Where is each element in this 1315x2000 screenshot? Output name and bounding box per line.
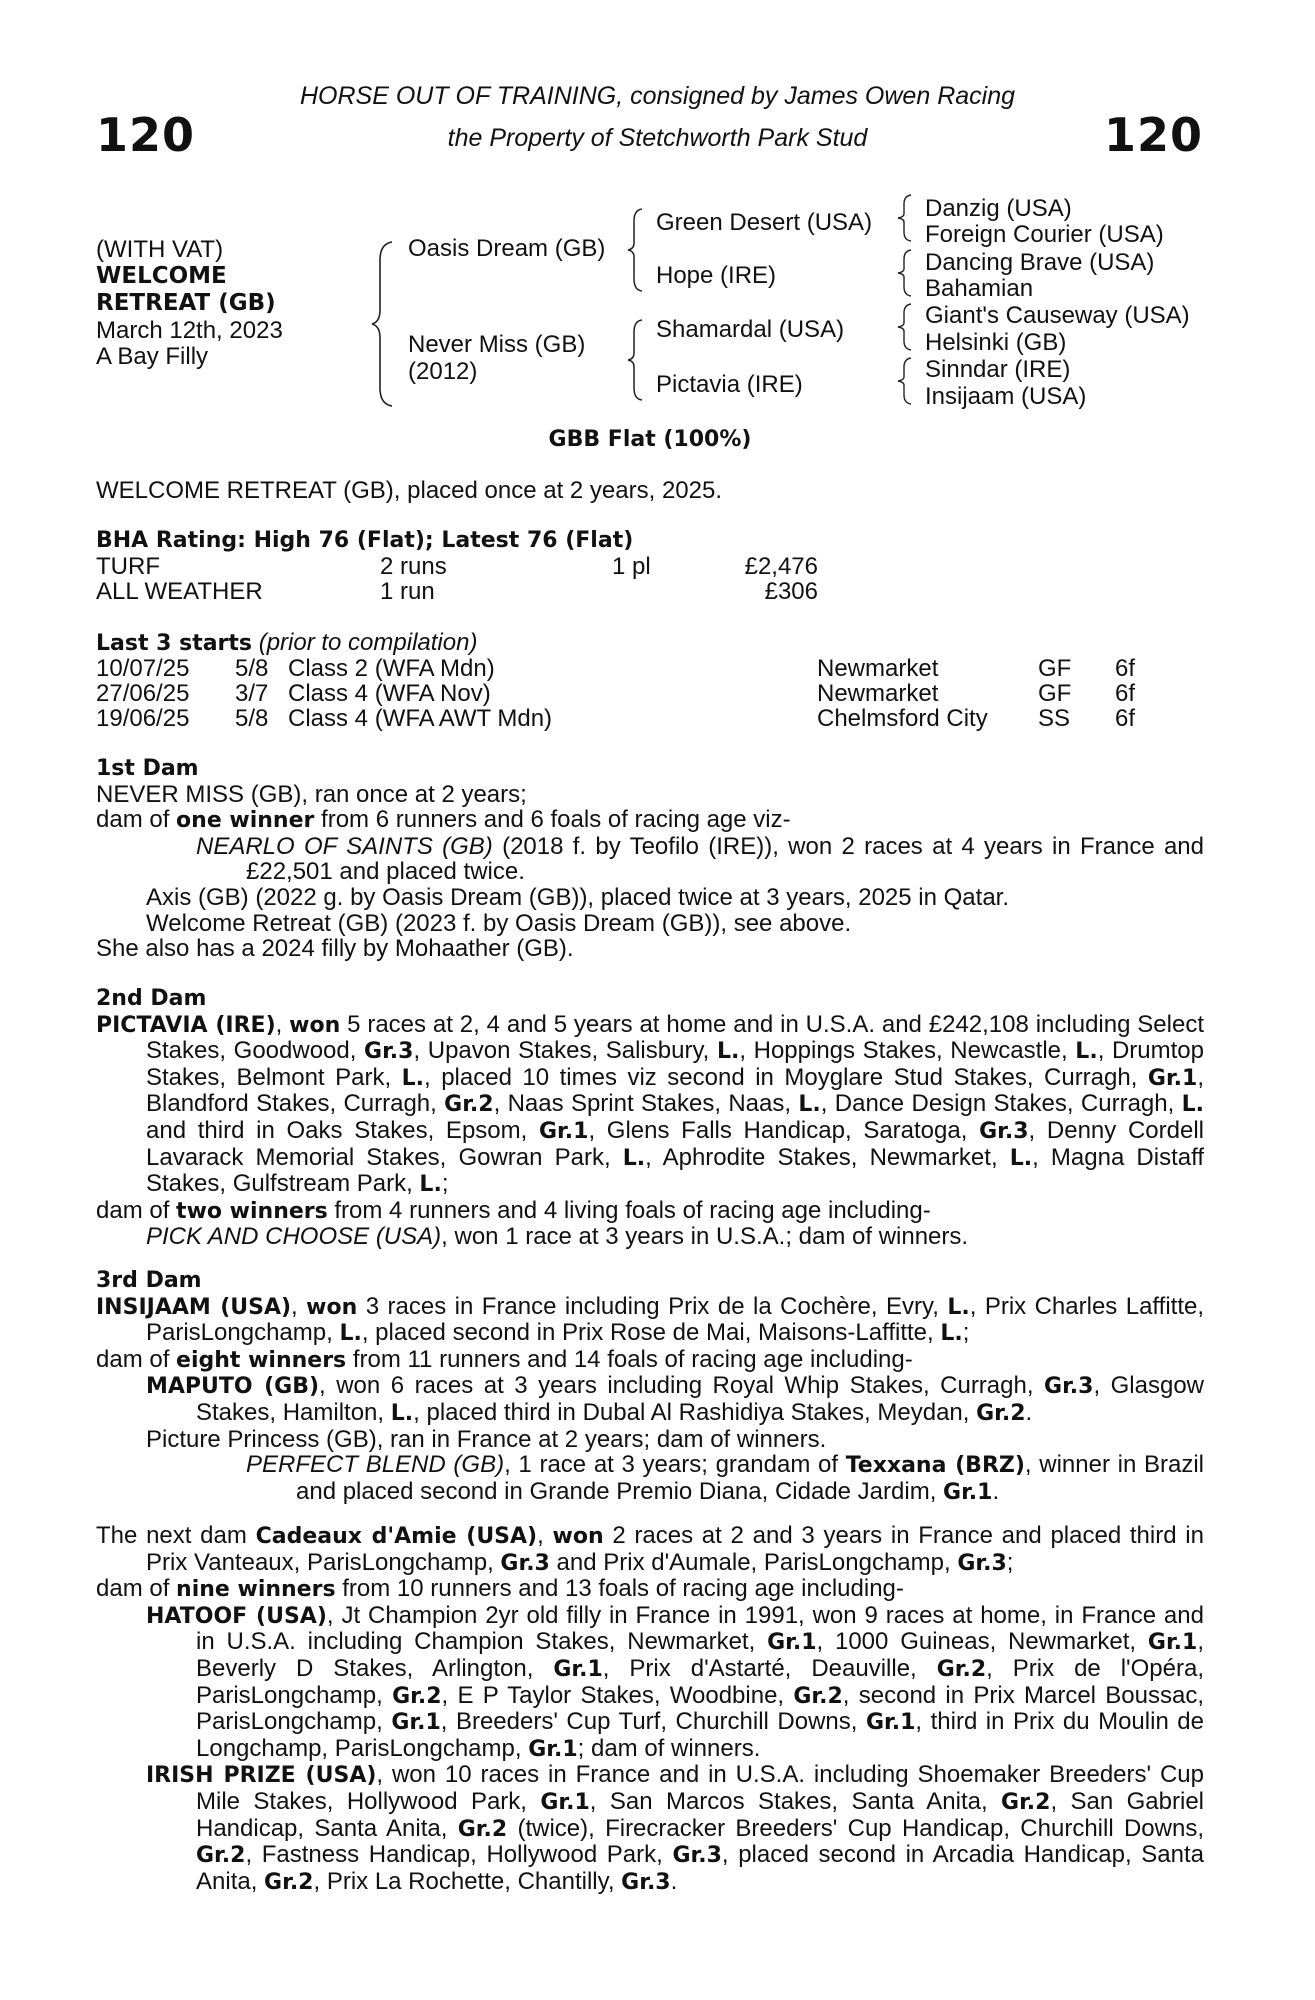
start-3-date: 19/06/25 xyxy=(96,705,190,732)
start-1-date: 10/07/25 xyxy=(96,655,190,682)
last3-note: (prior to compilation) xyxy=(258,629,478,656)
main-brace-icon xyxy=(370,240,400,408)
aw-earnings: £306 xyxy=(764,578,818,605)
gg-name-8: Insijaam (USA) xyxy=(925,383,1087,410)
gg-name-6: Helsinki (GB) xyxy=(925,329,1067,356)
gg-brace-2-icon xyxy=(896,249,916,297)
consignment-line: HORSE OUT OF TRAINING, consigned by James Owen Racing xyxy=(299,82,1016,110)
first-dam-line: NEVER MISS (GB), ran once at 2 years; xyxy=(96,780,527,808)
gg-brace-1-icon xyxy=(896,194,916,242)
gg-name-3: Dancing Brave (USA) xyxy=(925,249,1155,276)
gbb-status: GBB Flat (100%) xyxy=(548,427,752,452)
lot-number-right: 120 xyxy=(1103,108,1203,162)
first-dam-foal-note: She also has a 2024 filly by Mohaather (GB). xyxy=(96,935,574,963)
gg-name-4: Bahamian xyxy=(925,275,1034,302)
start-3-dist: 6f xyxy=(1115,705,1136,732)
race-summary: WELCOME RETREAT (GB), placed once at 2 years, 2025. xyxy=(96,477,723,504)
sire-brace-icon xyxy=(626,207,648,293)
start-3-going: SS xyxy=(1038,705,1071,732)
produce-picture-princess: Picture Princess (GB), ran in France at 2 years; dam of winners. xyxy=(146,1425,827,1453)
property-line: the Property of Stetchworth Park Stud xyxy=(447,124,868,152)
aw-label: ALL WEATHER xyxy=(96,578,263,605)
start-2-dist: 6f xyxy=(1115,680,1136,707)
gg-brace-3-icon xyxy=(896,303,916,351)
insijaam-record: INSIJAAM (USA), won 3 races in France including Prix de la Cochère, Evry, L., Prix Charles Laffitte, ParisLongchamp, L., placed second in Prix Rose de Mai, Maisons-Laffitte, L.; xyxy=(96,1292,1205,1347)
cadeaux-produce-line: dam of nine winners from 10 runners and 13 foals of racing age including- xyxy=(96,1575,904,1603)
dam-name: Never Miss (GB) xyxy=(408,331,586,358)
pictavia-record: PICTAVIA (IRE), won 5 races at 2, 4 and 5 years at home and in U.S.A. and £242,108 including Select Stakes, Goodwood, Gr.3, Upavon Stakes, Salisbury, L., Hoppings Stakes, Newcastle, L., Drumtop Stakes, Belmont Park, L., placed 10 times viz second in Moyglare Stud Stakes, Curragh, Gr.1, Blandford Stakes, Curragh, Gr.2, Naas Sprint Stakes, Naas, L., Dance Design Stakes, Curragh, L. and third in Oaks Stakes, Epsom, Gr.1, Glens Falls Handicap, Saratoga, Gr.3, Denny Cordell Lavarack Memorial Stakes, Gowran Park, L., Aphrodite Stakes, Newmarket, L., Magna Distaff Stakes, Gulfstream Park, L.; xyxy=(96,1010,1205,1198)
turf-placed: 1 pl xyxy=(612,553,651,580)
turf-runs: 2 runs xyxy=(380,553,447,580)
gg-name-7: Sinndar (IRE) xyxy=(925,356,1071,383)
produce-nearlo: NEARLO OF SAINTS (GB) (2018 f. by Teofilo (IRE)), won 2 races at 4 years in France and £22,501 and placed twice. xyxy=(196,832,1204,886)
lot-number-left: 120 xyxy=(96,108,196,162)
produce-pick-and-choose: PICK AND CHOOSE (USA), won 1 race at 3 years in U.S.A.; dam of winners. xyxy=(146,1223,969,1251)
gg-name-1: Danzig (USA) xyxy=(925,195,1072,222)
cadeaux-record: The next dam Cadeaux d'Amie (USA), won 2 races at 2 and 3 years in France and placed third in Prix Vanteaux, ParisLongchamp, Gr.3 and Prix d'Aumale, ParisLongchamp, Gr.3; xyxy=(96,1522,1204,1576)
produce-perfect-blend: PERFECT BLEND (GB), 1 race at 3 years; grandam of Texxana (BRZ), winner in Brazil and placed second in Grande Premio Diana, Cidade Jardim, Gr.1. xyxy=(246,1451,1204,1505)
last3-heading xyxy=(96,630,477,656)
next-dam-section xyxy=(96,1523,1204,1895)
produce-irish-prize: IRISH PRIZE (USA), won 10 races in France and in U.S.A. including Shoemaker Breeders' Cup Mile Stakes, Hollywood Park, Gr.1, San Marcos Stakes, Santa Anita, Gr.2, San Gabriel Handicap, Santa Anita, Gr.2 (twice), Firecracker Breeders' Cup Handicap, Churchill Downs, Gr.2, Fastness Handicap, Hollywood Park, Gr.3, placed second in Arcadia Handicap, Santa Anita, Gr.2, Prix La Rochette, Chantilly, Gr.3. xyxy=(146,1761,1205,1895)
first-dam-produce-line: dam of one winner from 6 runners and 6 foals of racing age viz- xyxy=(96,806,791,834)
start-2-course: Newmarket xyxy=(817,680,939,707)
turf-earnings: £2,476 xyxy=(744,553,818,580)
bha-rating: BHA Rating: High 76 (Flat); Latest 76 (Flat) xyxy=(96,528,634,553)
start-2-race: Class 4 (WFA Nov) xyxy=(288,680,491,707)
start-2-pos: 3/7 xyxy=(235,680,269,707)
third-dam-heading: 3rd Dam xyxy=(96,1268,202,1293)
vat-label: (WITH VAT) xyxy=(96,236,224,263)
start-1-going: GF xyxy=(1038,655,1072,682)
second-dam-section xyxy=(96,986,1204,1250)
start-1-course: Newmarket xyxy=(817,655,939,682)
horse-name-line1: WELCOME xyxy=(96,263,227,289)
gg-name-2: Foreign Courier (USA) xyxy=(925,221,1164,248)
second-dam-heading: 2nd Dam xyxy=(96,986,207,1011)
last3-title: Last 3 starts xyxy=(96,631,253,656)
pictavia-produce-line: dam of two winners from 4 runners and 4 living foals of racing age including- xyxy=(96,1196,931,1224)
start-1-race: Class 2 (WFA Mdn) xyxy=(288,655,495,682)
start-3-race: Class 4 (WFA AWT Mdn) xyxy=(288,705,553,732)
dam-sire-name: Shamardal (USA) xyxy=(656,316,845,343)
produce-hatoof: HATOOF (USA), Jt Champion 2yr old filly in France in 1991, won 9 races at home, in France and in U.S.A. including Champion Stakes, Newmarket, Gr.1, 1000 Guineas, Newmarket, Gr.1, Beverly D Stakes, Arlington, Gr.1, Prix d'Astarté, Deauville, Gr.2, Prix de l'Opéra, ParisLongchamp, Gr.2, E P Taylor Stakes, Woodbine, Gr.2, second in Prix Marcel Boussac, ParisLongchamp, Gr.1, Breeders' Cup Turf, Churchill Downs, Gr.1, third in Prix du Moulin de Longchamp, ParisLongchamp, Gr.1; dam of winners. xyxy=(146,1601,1205,1762)
gg-brace-4-icon xyxy=(896,357,916,405)
dam-brace-icon xyxy=(626,318,648,402)
sire-dam-name: Hope (IRE) xyxy=(656,262,777,289)
third-dam-section xyxy=(96,1268,1204,1505)
start-3-course: Chelmsford City xyxy=(817,705,988,732)
foaling-date: March 12th, 2023 xyxy=(96,317,283,344)
sire-sire-name: Green Desert (USA) xyxy=(656,209,873,236)
start-1-dist: 6f xyxy=(1115,655,1136,682)
produce-maputo: MAPUTO (GB), won 6 races at 3 years including Royal Whip Stakes, Curragh, Gr.3, Glasgow Stakes, Hamilton, L., placed third in Dubal Al Rashidiya Stakes, Meydan, Gr.2. xyxy=(146,1372,1204,1426)
aw-runs: 1 run xyxy=(380,578,435,605)
gg-name-5: Giant's Causeway (USA) xyxy=(925,302,1190,329)
dam-dam-name: Pictavia (IRE) xyxy=(656,371,803,398)
first-dam-heading: 1st Dam xyxy=(96,756,199,781)
first-dam-section xyxy=(96,756,1204,962)
start-2-going: GF xyxy=(1038,680,1072,707)
horse-name-line2: RETREAT (GB) xyxy=(96,290,276,316)
dam-year: (2012) xyxy=(408,358,478,385)
produce-welcome-retreat: Welcome Retreat (GB) (2023 f. by Oasis Dream (GB)), see above. xyxy=(146,909,852,937)
produce-axis: Axis (GB) (2022 g. by Oasis Dream (GB)), placed twice at 3 years, 2025 in Qatar. xyxy=(146,883,1010,911)
insijaam-produce-line: dam of eight winners from 11 runners and 14 foals of racing age including- xyxy=(96,1345,913,1373)
sire-name: Oasis Dream (GB) xyxy=(408,235,606,262)
turf-label: TURF xyxy=(96,553,160,580)
start-3-pos: 5/8 xyxy=(235,705,269,732)
horse-description: A Bay Filly xyxy=(96,343,209,370)
start-1-pos: 5/8 xyxy=(235,655,269,682)
start-2-date: 27/06/25 xyxy=(96,680,190,707)
